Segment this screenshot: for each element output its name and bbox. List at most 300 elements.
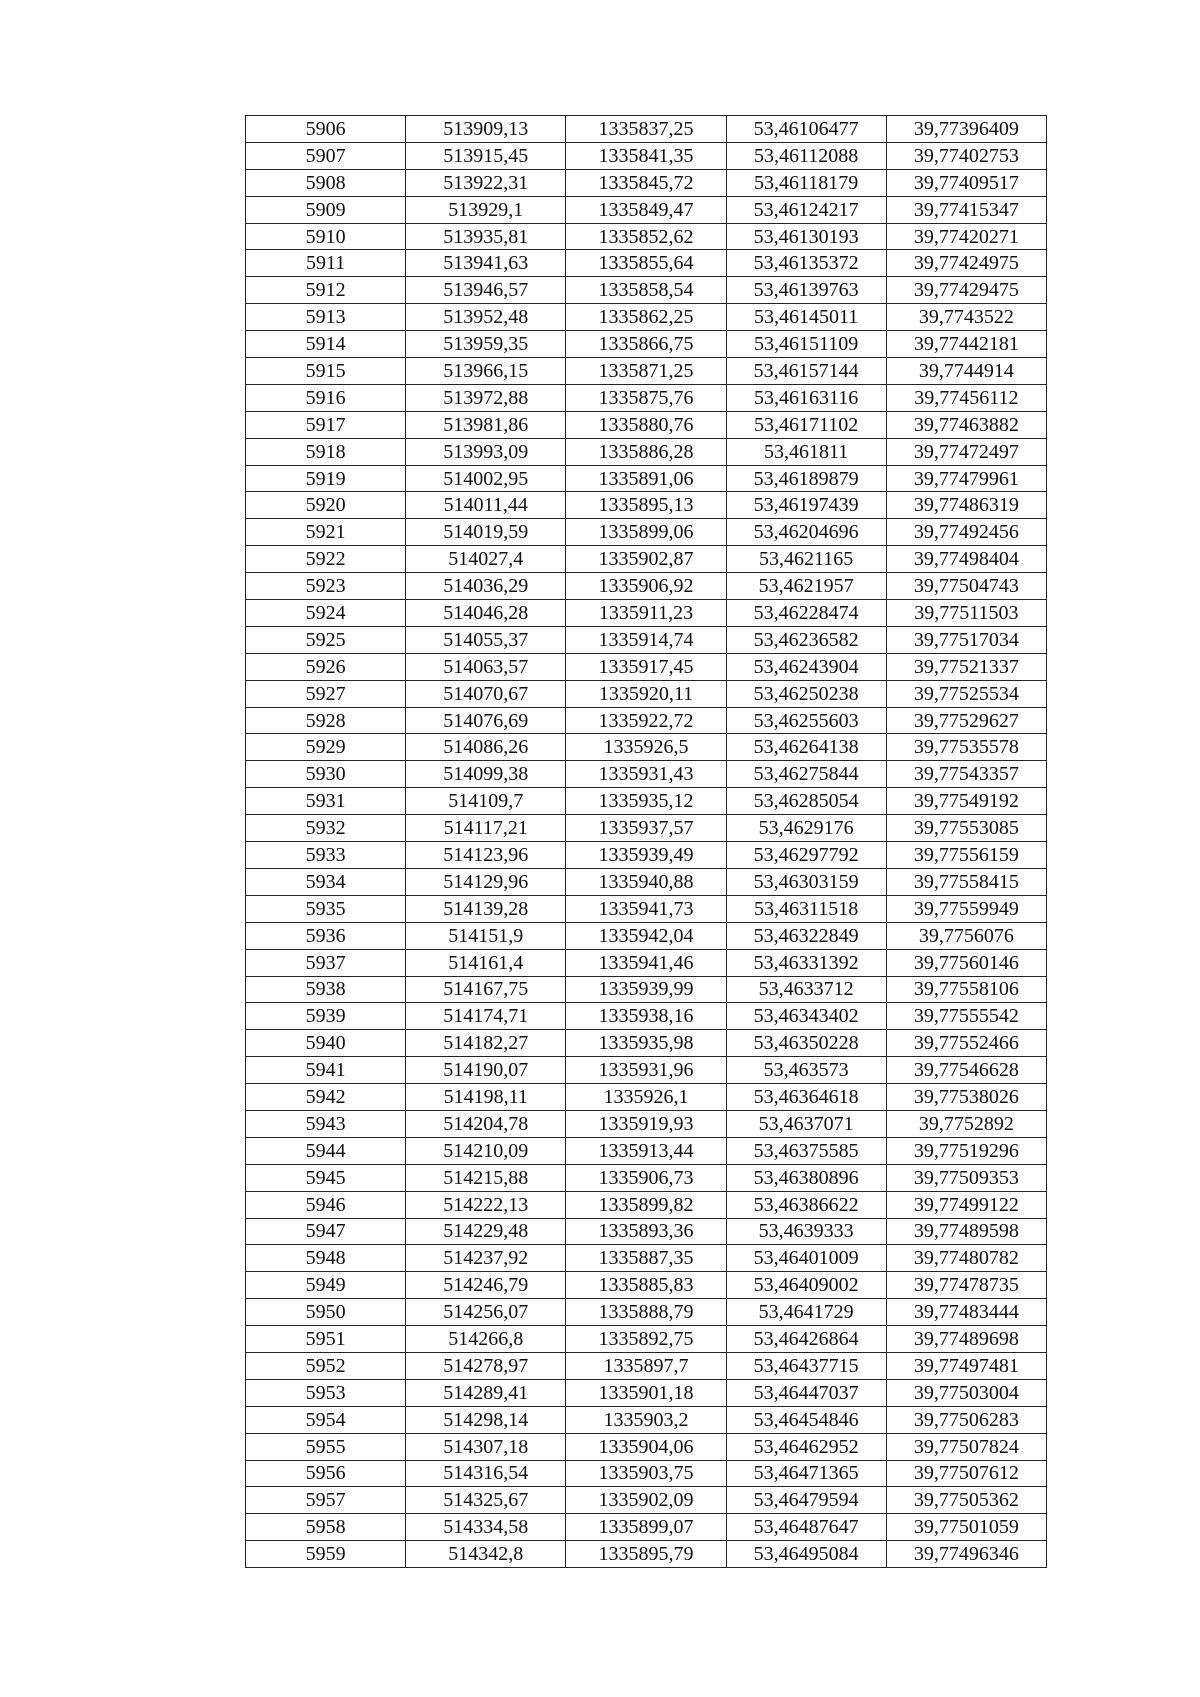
point-number-cell: 5934 <box>246 868 406 895</box>
y-coordinate-cell: 1335903,2 <box>566 1406 726 1433</box>
longitude-cell: 39,77558106 <box>886 976 1046 1003</box>
longitude-cell: 39,77549192 <box>886 788 1046 815</box>
x-coordinate-cell: 514289,41 <box>406 1379 566 1406</box>
table-row <box>246 1433 1047 1460</box>
latitude-cell: 53,46228474 <box>726 600 886 627</box>
point-number-cell: 5915 <box>246 358 406 385</box>
longitude-cell: 39,77420271 <box>886 223 1046 250</box>
longitude-cell: 39,77472497 <box>886 438 1046 465</box>
latitude-cell: 53,46322849 <box>726 922 886 949</box>
latitude-cell: 53,463573 <box>726 1057 886 1084</box>
table-row <box>246 815 1047 842</box>
table-row <box>246 761 1047 788</box>
point-number-cell: 5937 <box>246 949 406 976</box>
longitude-cell: 39,77511503 <box>886 600 1046 627</box>
point-number-cell: 5927 <box>246 680 406 707</box>
x-coordinate-cell: 513972,88 <box>406 384 566 411</box>
table-row <box>246 384 1047 411</box>
longitude-cell: 39,77456112 <box>886 384 1046 411</box>
table-row <box>246 277 1047 304</box>
point-number-cell: 5920 <box>246 492 406 519</box>
longitude-cell: 39,77525534 <box>886 680 1046 707</box>
latitude-cell: 53,46426864 <box>726 1326 886 1353</box>
y-coordinate-cell: 1335906,92 <box>566 573 726 600</box>
y-coordinate-cell: 1335937,57 <box>566 815 726 842</box>
y-coordinate-cell: 1335862,25 <box>566 304 726 331</box>
latitude-cell: 53,46487647 <box>726 1514 886 1541</box>
latitude-cell: 53,46275844 <box>726 761 886 788</box>
point-number-cell: 5907 <box>246 142 406 169</box>
y-coordinate-cell: 1335903,75 <box>566 1460 726 1487</box>
latitude-cell: 53,46250238 <box>726 680 886 707</box>
longitude-cell: 39,77499122 <box>886 1191 1046 1218</box>
latitude-cell: 53,46437715 <box>726 1352 886 1379</box>
latitude-cell: 53,461811 <box>726 438 886 465</box>
latitude-cell: 53,46447037 <box>726 1379 886 1406</box>
x-coordinate-cell: 514011,44 <box>406 492 566 519</box>
latitude-cell: 53,46151109 <box>726 331 886 358</box>
point-number-cell: 5917 <box>246 411 406 438</box>
table-row <box>246 1352 1047 1379</box>
latitude-cell: 53,46145011 <box>726 304 886 331</box>
longitude-cell: 39,77558415 <box>886 868 1046 895</box>
latitude-cell: 53,46303159 <box>726 868 886 895</box>
point-number-cell: 5921 <box>246 519 406 546</box>
latitude-cell: 53,46255603 <box>726 707 886 734</box>
table-row <box>246 1460 1047 1487</box>
table-row <box>246 223 1047 250</box>
longitude-cell: 39,77507612 <box>886 1460 1046 1487</box>
x-coordinate-cell: 514182,27 <box>406 1030 566 1057</box>
longitude-cell: 39,77463882 <box>886 411 1046 438</box>
x-coordinate-cell: 513941,63 <box>406 250 566 277</box>
latitude-cell: 53,46495084 <box>726 1541 886 1568</box>
x-coordinate-cell: 514027,4 <box>406 546 566 573</box>
table-row <box>246 842 1047 869</box>
x-coordinate-cell: 513946,57 <box>406 277 566 304</box>
table-row <box>246 788 1047 815</box>
point-number-cell: 5919 <box>246 465 406 492</box>
longitude-cell: 39,77543357 <box>886 761 1046 788</box>
longitude-cell: 39,77529627 <box>886 707 1046 734</box>
x-coordinate-cell: 514334,58 <box>406 1514 566 1541</box>
latitude-cell: 53,46380896 <box>726 1164 886 1191</box>
latitude-cell: 53,46236582 <box>726 626 886 653</box>
y-coordinate-cell: 1335922,72 <box>566 707 726 734</box>
x-coordinate-cell: 514076,69 <box>406 707 566 734</box>
y-coordinate-cell: 1335892,75 <box>566 1326 726 1353</box>
latitude-cell: 53,4633712 <box>726 976 886 1003</box>
longitude-cell: 39,77480782 <box>886 1245 1046 1272</box>
table-row <box>246 1379 1047 1406</box>
longitude-cell: 39,77521337 <box>886 653 1046 680</box>
x-coordinate-cell: 514237,92 <box>406 1245 566 1272</box>
point-number-cell: 5932 <box>246 815 406 842</box>
table-row <box>246 169 1047 196</box>
table-row <box>246 1541 1047 1568</box>
point-number-cell: 5918 <box>246 438 406 465</box>
table-row <box>246 626 1047 653</box>
point-number-cell: 5929 <box>246 734 406 761</box>
longitude-cell: 39,77486319 <box>886 492 1046 519</box>
latitude-cell: 53,4621957 <box>726 573 886 600</box>
latitude-cell: 53,46462952 <box>726 1433 886 1460</box>
point-number-cell: 5942 <box>246 1084 406 1111</box>
y-coordinate-cell: 1335885,83 <box>566 1272 726 1299</box>
y-coordinate-cell: 1335913,44 <box>566 1137 726 1164</box>
longitude-cell: 39,77556159 <box>886 842 1046 869</box>
table-row <box>246 734 1047 761</box>
latitude-cell: 53,46157144 <box>726 358 886 385</box>
point-number-cell: 5909 <box>246 196 406 223</box>
y-coordinate-cell: 1335837,25 <box>566 116 726 143</box>
longitude-cell: 39,77429475 <box>886 277 1046 304</box>
x-coordinate-cell: 514246,79 <box>406 1272 566 1299</box>
y-coordinate-cell: 1335935,12 <box>566 788 726 815</box>
table-row <box>246 116 1047 143</box>
y-coordinate-cell: 1335935,98 <box>566 1030 726 1057</box>
longitude-cell: 39,7744914 <box>886 358 1046 385</box>
x-coordinate-cell: 513915,45 <box>406 142 566 169</box>
x-coordinate-cell: 514123,96 <box>406 842 566 869</box>
coordinates-table <box>245 115 1047 1568</box>
longitude-cell: 39,77519296 <box>886 1137 1046 1164</box>
y-coordinate-cell: 1335866,75 <box>566 331 726 358</box>
point-number-cell: 5908 <box>246 169 406 196</box>
longitude-cell: 39,77546628 <box>886 1057 1046 1084</box>
latitude-cell: 53,4629176 <box>726 815 886 842</box>
latitude-cell: 53,4639333 <box>726 1218 886 1245</box>
longitude-cell: 39,77507824 <box>886 1433 1046 1460</box>
x-coordinate-cell: 513959,35 <box>406 331 566 358</box>
table-row <box>246 1406 1047 1433</box>
latitude-cell: 53,46139763 <box>726 277 886 304</box>
x-coordinate-cell: 513993,09 <box>406 438 566 465</box>
point-number-cell: 5912 <box>246 277 406 304</box>
point-number-cell: 5945 <box>246 1164 406 1191</box>
y-coordinate-cell: 1335886,28 <box>566 438 726 465</box>
point-number-cell: 5930 <box>246 761 406 788</box>
table-row <box>246 1084 1047 1111</box>
y-coordinate-cell: 1335899,06 <box>566 519 726 546</box>
y-coordinate-cell: 1335926,1 <box>566 1084 726 1111</box>
point-number-cell: 5926 <box>246 653 406 680</box>
point-number-cell: 5936 <box>246 922 406 949</box>
point-number-cell: 5947 <box>246 1218 406 1245</box>
latitude-cell: 53,46197439 <box>726 492 886 519</box>
longitude-cell: 39,77552466 <box>886 1030 1046 1057</box>
latitude-cell: 53,46112088 <box>726 142 886 169</box>
coordinates-table-body <box>246 116 1047 1568</box>
table-row <box>246 465 1047 492</box>
x-coordinate-cell: 514036,29 <box>406 573 566 600</box>
table-row <box>246 1487 1047 1514</box>
longitude-cell: 39,77498404 <box>886 546 1046 573</box>
point-number-cell: 5910 <box>246 223 406 250</box>
latitude-cell: 53,46311518 <box>726 895 886 922</box>
longitude-cell: 39,77483444 <box>886 1299 1046 1326</box>
point-number-cell: 5959 <box>246 1541 406 1568</box>
x-coordinate-cell: 514151,9 <box>406 922 566 949</box>
point-number-cell: 5953 <box>246 1379 406 1406</box>
point-number-cell: 5958 <box>246 1514 406 1541</box>
x-coordinate-cell: 513909,13 <box>406 116 566 143</box>
x-coordinate-cell: 514198,11 <box>406 1084 566 1111</box>
y-coordinate-cell: 1335938,16 <box>566 1003 726 1030</box>
longitude-cell: 39,77509353 <box>886 1164 1046 1191</box>
y-coordinate-cell: 1335904,06 <box>566 1433 726 1460</box>
x-coordinate-cell: 513922,31 <box>406 169 566 196</box>
x-coordinate-cell: 514063,57 <box>406 653 566 680</box>
x-coordinate-cell: 514019,59 <box>406 519 566 546</box>
longitude-cell: 39,77503004 <box>886 1379 1046 1406</box>
y-coordinate-cell: 1335899,07 <box>566 1514 726 1541</box>
latitude-cell: 53,46454846 <box>726 1406 886 1433</box>
x-coordinate-cell: 514046,28 <box>406 600 566 627</box>
y-coordinate-cell: 1335939,49 <box>566 842 726 869</box>
y-coordinate-cell: 1335895,79 <box>566 1541 726 1568</box>
y-coordinate-cell: 1335880,76 <box>566 411 726 438</box>
longitude-cell: 39,77538026 <box>886 1084 1046 1111</box>
table-row <box>246 1110 1047 1137</box>
x-coordinate-cell: 513952,48 <box>406 304 566 331</box>
longitude-cell: 39,77505362 <box>886 1487 1046 1514</box>
table-row <box>246 949 1047 976</box>
table-row <box>246 1003 1047 1030</box>
point-number-cell: 5954 <box>246 1406 406 1433</box>
table-row <box>246 331 1047 358</box>
latitude-cell: 53,4621165 <box>726 546 886 573</box>
x-coordinate-cell: 514307,18 <box>406 1433 566 1460</box>
table-row <box>246 411 1047 438</box>
point-number-cell: 5933 <box>246 842 406 869</box>
table-row <box>246 142 1047 169</box>
longitude-cell: 39,77506283 <box>886 1406 1046 1433</box>
table-row <box>246 1299 1047 1326</box>
longitude-cell: 39,77560146 <box>886 949 1046 976</box>
latitude-cell: 53,46375585 <box>726 1137 886 1164</box>
latitude-cell: 53,46285054 <box>726 788 886 815</box>
table-row <box>246 573 1047 600</box>
table-row <box>246 707 1047 734</box>
point-number-cell: 5949 <box>246 1272 406 1299</box>
point-number-cell: 5938 <box>246 976 406 1003</box>
latitude-cell: 53,46364618 <box>726 1084 886 1111</box>
x-coordinate-cell: 513929,1 <box>406 196 566 223</box>
point-number-cell: 5931 <box>246 788 406 815</box>
longitude-cell: 39,77424975 <box>886 250 1046 277</box>
table-row <box>246 922 1047 949</box>
y-coordinate-cell: 1335897,7 <box>566 1352 726 1379</box>
table-row <box>246 600 1047 627</box>
latitude-cell: 53,46124217 <box>726 196 886 223</box>
point-number-cell: 5922 <box>246 546 406 573</box>
table-row <box>246 976 1047 1003</box>
y-coordinate-cell: 1335920,11 <box>566 680 726 707</box>
table-row <box>246 492 1047 519</box>
longitude-cell: 39,77535578 <box>886 734 1046 761</box>
longitude-cell: 39,77415347 <box>886 196 1046 223</box>
longitude-cell: 39,77492456 <box>886 519 1046 546</box>
table-row <box>246 895 1047 922</box>
latitude-cell: 53,46243904 <box>726 653 886 680</box>
x-coordinate-cell: 514109,7 <box>406 788 566 815</box>
point-number-cell: 5955 <box>246 1433 406 1460</box>
x-coordinate-cell: 514161,4 <box>406 949 566 976</box>
x-coordinate-cell: 514002,95 <box>406 465 566 492</box>
y-coordinate-cell: 1335919,93 <box>566 1110 726 1137</box>
point-number-cell: 5914 <box>246 331 406 358</box>
x-coordinate-cell: 513981,86 <box>406 411 566 438</box>
table-row <box>246 1245 1047 1272</box>
table-row <box>246 653 1047 680</box>
y-coordinate-cell: 1335902,87 <box>566 546 726 573</box>
table-row <box>246 519 1047 546</box>
latitude-cell: 53,46204696 <box>726 519 886 546</box>
x-coordinate-cell: 514070,67 <box>406 680 566 707</box>
point-number-cell: 5946 <box>246 1191 406 1218</box>
longitude-cell: 39,77402753 <box>886 142 1046 169</box>
longitude-cell: 39,7756076 <box>886 922 1046 949</box>
y-coordinate-cell: 1335906,73 <box>566 1164 726 1191</box>
y-coordinate-cell: 1335845,72 <box>566 169 726 196</box>
longitude-cell: 39,77479961 <box>886 465 1046 492</box>
table-row <box>246 250 1047 277</box>
table-row <box>246 1272 1047 1299</box>
table-row <box>246 1057 1047 1084</box>
latitude-cell: 53,46471365 <box>726 1460 886 1487</box>
y-coordinate-cell: 1335858,54 <box>566 277 726 304</box>
latitude-cell: 53,4641729 <box>726 1299 886 1326</box>
point-number-cell: 5940 <box>246 1030 406 1057</box>
point-number-cell: 5935 <box>246 895 406 922</box>
point-number-cell: 5956 <box>246 1460 406 1487</box>
table-row <box>246 1218 1047 1245</box>
table-row <box>246 1137 1047 1164</box>
x-coordinate-cell: 514117,21 <box>406 815 566 842</box>
y-coordinate-cell: 1335911,23 <box>566 600 726 627</box>
longitude-cell: 39,77497481 <box>886 1352 1046 1379</box>
x-coordinate-cell: 514298,14 <box>406 1406 566 1433</box>
y-coordinate-cell: 1335942,04 <box>566 922 726 949</box>
longitude-cell: 39,77553085 <box>886 815 1046 842</box>
latitude-cell: 53,46163116 <box>726 384 886 411</box>
latitude-cell: 53,46130193 <box>726 223 886 250</box>
point-number-cell: 5913 <box>246 304 406 331</box>
x-coordinate-cell: 514190,07 <box>406 1057 566 1084</box>
point-number-cell: 5951 <box>246 1326 406 1353</box>
x-coordinate-cell: 514278,97 <box>406 1352 566 1379</box>
y-coordinate-cell: 1335901,18 <box>566 1379 726 1406</box>
y-coordinate-cell: 1335914,74 <box>566 626 726 653</box>
y-coordinate-cell: 1335926,5 <box>566 734 726 761</box>
y-coordinate-cell: 1335871,25 <box>566 358 726 385</box>
latitude-cell: 53,46343402 <box>726 1003 886 1030</box>
y-coordinate-cell: 1335895,13 <box>566 492 726 519</box>
table-row <box>246 196 1047 223</box>
x-coordinate-cell: 514210,09 <box>406 1137 566 1164</box>
latitude-cell: 53,46386622 <box>726 1191 886 1218</box>
longitude-cell: 39,77489598 <box>886 1218 1046 1245</box>
latitude-cell: 53,46189879 <box>726 465 886 492</box>
x-coordinate-cell: 514204,78 <box>406 1110 566 1137</box>
latitude-cell: 53,46106477 <box>726 116 886 143</box>
x-coordinate-cell: 514222,13 <box>406 1191 566 1218</box>
latitude-cell: 53,46135372 <box>726 250 886 277</box>
latitude-cell: 53,46409002 <box>726 1272 886 1299</box>
longitude-cell: 39,77478735 <box>886 1272 1046 1299</box>
y-coordinate-cell: 1335917,45 <box>566 653 726 680</box>
latitude-cell: 53,46331392 <box>726 949 886 976</box>
longitude-cell: 39,7752892 <box>886 1110 1046 1137</box>
latitude-cell: 53,46118179 <box>726 169 886 196</box>
point-number-cell: 5924 <box>246 600 406 627</box>
y-coordinate-cell: 1335841,35 <box>566 142 726 169</box>
x-coordinate-cell: 514129,96 <box>406 868 566 895</box>
y-coordinate-cell: 1335875,76 <box>566 384 726 411</box>
latitude-cell: 53,46350228 <box>726 1030 886 1057</box>
table-row <box>246 868 1047 895</box>
x-coordinate-cell: 513935,81 <box>406 223 566 250</box>
point-number-cell: 5916 <box>246 384 406 411</box>
x-coordinate-cell: 514139,28 <box>406 895 566 922</box>
latitude-cell: 53,4637071 <box>726 1110 886 1137</box>
point-number-cell: 5928 <box>246 707 406 734</box>
y-coordinate-cell: 1335849,47 <box>566 196 726 223</box>
y-coordinate-cell: 1335893,36 <box>566 1218 726 1245</box>
x-coordinate-cell: 514342,8 <box>406 1541 566 1568</box>
latitude-cell: 53,46171102 <box>726 411 886 438</box>
point-number-cell: 5948 <box>246 1245 406 1272</box>
x-coordinate-cell: 514316,54 <box>406 1460 566 1487</box>
table-row <box>246 1030 1047 1057</box>
y-coordinate-cell: 1335852,62 <box>566 223 726 250</box>
table-row <box>246 358 1047 385</box>
table-row <box>246 546 1047 573</box>
point-number-cell: 5906 <box>246 116 406 143</box>
x-coordinate-cell: 514215,88 <box>406 1164 566 1191</box>
x-coordinate-cell: 514055,37 <box>406 626 566 653</box>
x-coordinate-cell: 514167,75 <box>406 976 566 1003</box>
point-number-cell: 5923 <box>246 573 406 600</box>
longitude-cell: 39,77517034 <box>886 626 1046 653</box>
table-row <box>246 1191 1047 1218</box>
y-coordinate-cell: 1335887,35 <box>566 1245 726 1272</box>
longitude-cell: 39,7743522 <box>886 304 1046 331</box>
point-number-cell: 5950 <box>246 1299 406 1326</box>
y-coordinate-cell: 1335931,43 <box>566 761 726 788</box>
x-coordinate-cell: 514099,38 <box>406 761 566 788</box>
y-coordinate-cell: 1335902,09 <box>566 1487 726 1514</box>
y-coordinate-cell: 1335941,46 <box>566 949 726 976</box>
x-coordinate-cell: 514086,26 <box>406 734 566 761</box>
table-row <box>246 680 1047 707</box>
y-coordinate-cell: 1335940,88 <box>566 868 726 895</box>
y-coordinate-cell: 1335931,96 <box>566 1057 726 1084</box>
longitude-cell: 39,77396409 <box>886 116 1046 143</box>
x-coordinate-cell: 514256,07 <box>406 1299 566 1326</box>
longitude-cell: 39,77501059 <box>886 1514 1046 1541</box>
longitude-cell: 39,77496346 <box>886 1541 1046 1568</box>
table-row <box>246 438 1047 465</box>
table-row <box>246 304 1047 331</box>
point-number-cell: 5957 <box>246 1487 406 1514</box>
point-number-cell: 5941 <box>246 1057 406 1084</box>
x-coordinate-cell: 514266,8 <box>406 1326 566 1353</box>
table-row <box>246 1326 1047 1353</box>
point-number-cell: 5943 <box>246 1110 406 1137</box>
point-number-cell: 5911 <box>246 250 406 277</box>
